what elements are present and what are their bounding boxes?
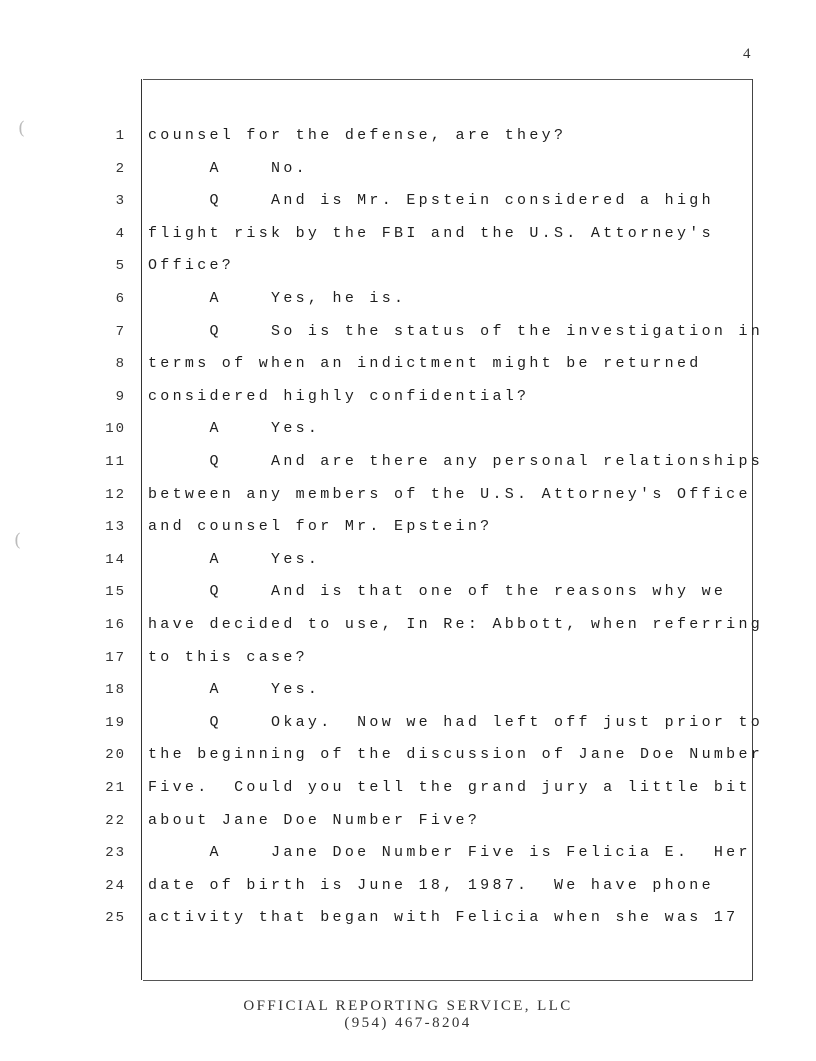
line-text: A Jane Doe Number Five is Felicia E. Her xyxy=(148,844,751,862)
line-number: 19 xyxy=(105,714,126,731)
line-number: 10 xyxy=(105,421,126,438)
transcript-line xyxy=(0,320,816,344)
line-text: flight risk by the FBI and the U.S. Attorney's xyxy=(148,224,714,242)
transcript-line xyxy=(0,548,816,572)
bottom-border xyxy=(143,980,753,981)
transcript-line xyxy=(0,222,816,246)
line-text: counsel for the defense, are they? xyxy=(148,127,567,144)
line-text: Q And are there any personal relationships xyxy=(148,453,764,470)
line-number: 8 xyxy=(115,356,126,373)
transcript-line xyxy=(0,385,816,409)
line-text: Q And is Mr. Epstein considered a high xyxy=(148,192,714,210)
line-number: 24 xyxy=(105,877,126,894)
transcript-line xyxy=(0,450,816,474)
margin-mark-top: ( xyxy=(18,118,26,139)
line-text: have decided to use, In Re: Abbott, when referring xyxy=(148,616,764,633)
line-number: 2 xyxy=(115,160,126,177)
transcript-line xyxy=(0,352,816,376)
line-text: between any members of the U.S. Attorney's Office xyxy=(148,485,751,503)
line-text: terms of when an indictment might be returned xyxy=(148,355,702,373)
line-text: the beginning of the discussion of Jane Doe Number xyxy=(148,746,764,764)
line-number: 5 xyxy=(115,258,126,275)
line-number: 3 xyxy=(115,193,126,210)
footer-company: OFFICIAL REPORTING SERVICE, LLC xyxy=(243,998,573,1014)
transcript-line xyxy=(0,515,816,539)
line-number: 17 xyxy=(105,649,126,666)
transcript-line xyxy=(0,906,816,930)
transcript-line xyxy=(0,874,816,898)
line-text: activity that began with Felicia when she was 17 xyxy=(148,909,739,927)
transcript-line xyxy=(0,287,816,311)
line-text: A Yes. xyxy=(148,681,321,699)
transcript-line xyxy=(0,711,816,735)
line-text: Five. Could you tell the grand jury a little bit xyxy=(148,779,751,796)
transcript-line xyxy=(0,483,816,507)
transcript-line xyxy=(0,580,816,604)
line-number: 1 xyxy=(115,128,126,144)
line-number: 21 xyxy=(105,780,126,796)
line-number: 23 xyxy=(105,845,126,862)
line-text: considered highly confidential? xyxy=(148,387,530,405)
line-text: Q Okay. Now we had left off just prior to xyxy=(148,713,764,731)
line-number: 15 xyxy=(105,584,126,601)
line-text: date of birth is June 18, 1987. We have phone xyxy=(148,876,714,894)
top-border xyxy=(143,79,753,80)
transcript-line xyxy=(0,646,816,670)
line-number: 4 xyxy=(115,225,126,242)
line-number: 14 xyxy=(105,551,126,568)
margin-mark-middle: ( xyxy=(14,530,22,551)
line-number: 13 xyxy=(105,519,126,536)
transcript-line xyxy=(0,743,816,767)
line-number: 12 xyxy=(105,486,126,503)
line-number: 11 xyxy=(105,454,126,470)
line-number: 9 xyxy=(115,388,126,405)
transcript-line xyxy=(0,254,816,278)
transcript-line xyxy=(0,809,816,833)
line-text: Office? xyxy=(148,257,235,275)
page-number: 4 xyxy=(743,46,751,62)
transcript-line xyxy=(0,613,816,637)
line-number: 16 xyxy=(105,617,126,633)
line-text: A Yes. xyxy=(148,420,321,438)
line-text: to this case? xyxy=(148,648,308,666)
line-text: A No. xyxy=(148,159,308,177)
line-text: Q So is the status of the investigation in xyxy=(148,322,764,340)
line-number: 18 xyxy=(105,682,126,699)
footer-phone: (954) 467-8204 xyxy=(344,1015,472,1031)
transcript-line xyxy=(0,678,816,702)
line-text: A Yes. xyxy=(148,550,321,568)
transcript-line xyxy=(0,157,816,181)
transcript-line xyxy=(0,417,816,441)
line-number: 22 xyxy=(105,812,126,829)
line-number: 25 xyxy=(105,910,126,927)
line-text: and counsel for Mr. Epstein? xyxy=(148,518,493,536)
line-number: 20 xyxy=(105,747,126,764)
transcript-line xyxy=(0,841,816,865)
line-number: 7 xyxy=(115,323,126,340)
line-text: Q And is that one of the reasons why we xyxy=(148,583,727,601)
transcript-line xyxy=(0,776,816,800)
line-number: 6 xyxy=(115,291,126,307)
line-text: about Jane Doe Number Five? xyxy=(148,811,481,829)
transcript-line xyxy=(0,124,816,148)
transcript-line xyxy=(0,189,816,213)
line-text: A Yes, he is. xyxy=(148,290,407,307)
